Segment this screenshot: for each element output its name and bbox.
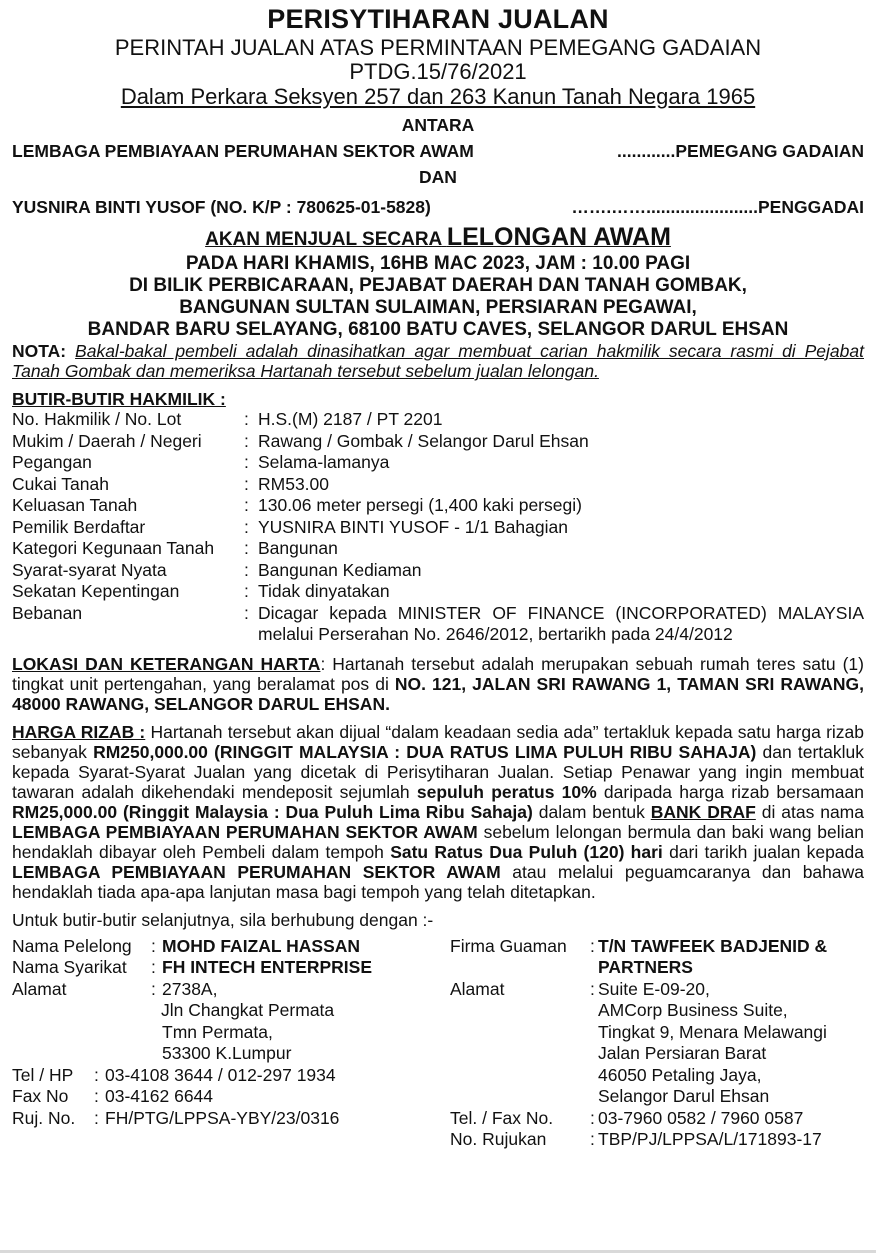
document-subtitle: PERINTAH JUALAN ATAS PERMINTAAN PEMEGANG GADAIAN [114, 35, 762, 60]
reserve-price-paragraph [12, 722, 864, 902]
colon: : [244, 602, 249, 623]
reserve-text-3: daripada harga rizab bersamaan [596, 781, 864, 802]
reserve-text-5: di atas nama [755, 801, 864, 822]
title-detail-row [12, 560, 864, 582]
detail-label: Syarat-syarat Nyata [12, 559, 167, 580]
auction-lead [205, 223, 671, 251]
auction-heading [12, 224, 864, 253]
firm-address [598, 979, 827, 1108]
auctioneer-address-row [12, 979, 450, 1065]
property-address: NO. 121, JALAN SRI RAWANG 1, TAMAN SRI RAWANG, 48000 RAWANG, SELANGOR DARUL EHSAN. [12, 673, 864, 714]
detail-label: Pemilik Berdaftar [12, 516, 146, 537]
firm-tel-row [450, 1108, 864, 1130]
title-detail-row [12, 581, 864, 603]
chargor-line [12, 194, 864, 220]
auctioneer-address [162, 979, 334, 1065]
firm-ref-label: No. Rujukan [450, 1129, 547, 1149]
detail-value: H.S.(M) 2187 / PT 2201 [258, 409, 443, 429]
address-line: Suite E-09-20, [598, 978, 710, 999]
address-line: Tingkat 9, Menara Melawangi [598, 1021, 827, 1042]
colon: : [244, 516, 249, 537]
address-label: Alamat [12, 978, 67, 999]
chargee-name: LEMBAGA PEMBIAYAAN PERUMAHAN SEKTOR AWAM [12, 141, 474, 161]
firm-address-row [450, 979, 864, 1108]
detail-value: RM53.00 [258, 473, 330, 494]
colon: : [244, 452, 249, 472]
address-line: 53300 K.Lumpur [162, 1043, 292, 1063]
detail-value: Dicagar kepada MINISTER OF FINANCE (INCORPORATED) MALAYSIA melalui Perserahan No. 2646/2012, bertarikh pada 24/4/2012 [258, 602, 864, 644]
firm-tel-value: 03-7960 0582 / 7960 0587 [598, 1107, 804, 1128]
detail-label: Cukai Tanah [12, 473, 109, 494]
tel-value: 03-4108 3644 / 012-297 1934 [105, 1064, 336, 1085]
chargee-line [12, 138, 864, 164]
reserve-text-1: Hartanah tersebut akan dijual “dalam keadaan sedia ada” tertakluk kepada satu harga rizab sebanyak [12, 721, 864, 762]
reserve-text-8: atau melalui peguamcaranya dan bahawa hendaklah tiada apa-apa lanjutan masa bagi tempoh yang telah ditetapkan. [12, 861, 864, 902]
auctioneer-ref-row [12, 1108, 450, 1130]
venue-line-2: BANGUNAN SULTAN SULAIMAN, PERSIARAN PEGAWAI, [179, 297, 697, 318]
address-line: Jalan Persiaran Barat [598, 1043, 767, 1063]
auctioneer-row [12, 936, 450, 958]
colon: : [94, 1086, 99, 1106]
colon: : [244, 473, 249, 494]
reserve-heading: HARGA RIZAB : [12, 721, 146, 742]
chargor-role: …….…….......................PENGGADAI [571, 197, 864, 217]
company-row [12, 957, 450, 979]
payee-name: LEMBAGA PEMBIAYAAN PERUMAHAN SEKTOR AWAM [12, 821, 478, 842]
auction-lead-text: AKAN MENJUAL SECARA [205, 229, 442, 250]
detail-label: Kategori Kegunaan Tanah [12, 538, 215, 558]
detail-label: Pegangan [12, 452, 92, 472]
title-detail-row [12, 517, 864, 539]
firm-name [598, 936, 827, 979]
firm-address-label: Alamat [450, 978, 505, 999]
document-reference: PTDG.15/76/2021 [349, 59, 527, 84]
colon: : [590, 1129, 595, 1149]
detail-value: Bangunan Kediaman [258, 559, 422, 580]
venue-line-3: BANDAR BARU SELAYANG, 68100 BATU CAVES, SELANGOR DARUL EHSAN [87, 319, 789, 340]
colon: : [244, 409, 249, 429]
contact-block [12, 936, 864, 1151]
address-line: Tmn Permata, [162, 1021, 273, 1042]
nota-text: Bakal-bakal pembeli adalah dinasihatkan agar membuat carian hakmilik secara rasmi di Pejabat Tanah Gombak dan memeriksa Hartanah tersebut sebelum jualan lelongan. [12, 341, 864, 381]
address-line: 46050 Petaling Jaya, [598, 1064, 762, 1085]
fax-value: 03-4162 6644 [105, 1086, 214, 1106]
firm-ref-row [450, 1129, 864, 1151]
detail-label: Mukim / Daerah / Negeri [12, 430, 202, 451]
address-line: 2738A, [162, 978, 218, 999]
detail-value: Bangunan [258, 538, 338, 558]
reserve-text-6: sebelum lelongan bermula dan baki wang belian hendaklah dibayar oleh Pembeli dalam tempoh [12, 821, 864, 862]
payment-recipient: LEMBAGA PEMBIAYAAN PERUMAHAN SEKTOR AWAM [12, 861, 501, 882]
chargor-name: YUSNIRA BINTI YUSOF (NO. K/P : 780625-01-5828) [12, 197, 431, 217]
and-label: DAN [419, 167, 457, 187]
location-text: : Hartanah tersebut adalah merupakan sebuah rumah teres satu (1) tingkat unit pertengahan, yang beralamat pos di [12, 653, 864, 694]
firm-label: Firma Guaman [450, 935, 567, 956]
colon: : [94, 1107, 99, 1128]
firm-name-line-1: T/N TAWFEEK BADJENID & [598, 935, 828, 956]
title-detail-row [12, 431, 864, 453]
solicitor-column [450, 936, 864, 1151]
colon: : [151, 957, 156, 977]
auction-type: LELONGAN AWAM [446, 223, 671, 251]
title-detail-row [12, 495, 864, 517]
between-label: ANTARA [401, 115, 475, 135]
title-detail-row [12, 603, 864, 646]
nota-paragraph [12, 341, 864, 381]
colon: : [151, 935, 156, 956]
reserve-text-4: dalam bentuk [532, 801, 651, 822]
title-details-table [12, 409, 864, 646]
contact-intro: Untuk butir-butir selanjutnya, sila berhubung dengan :- [12, 909, 434, 930]
colon: : [94, 1064, 99, 1085]
detail-value: YUSNIRA BINTI YUSOF - 1/1 Bahagian [258, 516, 568, 537]
detail-value: Rawang / Gombak / Selangor Darul Ehsan [258, 430, 589, 451]
detail-label: No. Hakmilik / No. Lot [12, 409, 182, 429]
firm-tel-label: Tel. / Fax No. [450, 1107, 554, 1128]
firm-name-line-2: PARTNERS [598, 957, 693, 977]
fax-label: Fax No [12, 1086, 69, 1106]
law-reference: Dalam Perkara Seksyen 257 dan 263 Kanun Tanah Negara 1965 [120, 84, 756, 109]
deposit-amount: RM25,000.00 (Ringgit Malaysia : Dua Puluh Lima Ribu Sahaja) [12, 801, 533, 822]
colon: : [244, 495, 249, 515]
nota-label: NOTA: [12, 341, 67, 361]
detail-label: Sekatan Kepentingan [12, 581, 180, 601]
detail-value: Selama-lamanya [258, 452, 390, 472]
venue-line-1: DI BILIK PERBICARAAN, PEJABAT DAERAH DAN TANAH GOMBAK, [129, 275, 747, 296]
deposit-percent: sepuluh peratus 10% [416, 781, 597, 802]
company-name: FH INTECH ENTERPRISE [162, 957, 373, 977]
title-detail-row [12, 474, 864, 496]
title-details-heading: BUTIR-BUTIR HAKMILIK : [12, 389, 226, 409]
location-paragraph [12, 654, 864, 714]
location-heading: LOKASI DAN KETERANGAN HARTA [12, 653, 321, 674]
detail-label: Bebanan [12, 602, 83, 623]
colon: : [244, 538, 249, 558]
colon: : [151, 978, 156, 999]
firm-ref-value: TBP/PJ/LPPSA/L/171893-17 [598, 1129, 822, 1149]
auctioneer-column [12, 936, 450, 1151]
address-line: AMCorp Business Suite, [598, 1000, 788, 1020]
company-label: Nama Syarikat [12, 957, 127, 977]
tel-label: Tel / HP [12, 1064, 74, 1085]
auctioneer-name: MOHD FAIZAL HASSAN [162, 935, 361, 956]
payment-period: Satu Ratus Dua Puluh (120) hari [390, 841, 663, 862]
colon: : [244, 430, 249, 451]
reserve-price-amount: RM250,000.00 (RINGGIT MALAYSIA : DUA RATUS LIMA PULUH RIBU SAHAJA) [93, 741, 757, 762]
detail-label: Keluasan Tanah [12, 495, 138, 515]
ref-label: Ruj. No. [12, 1107, 76, 1128]
colon: : [590, 935, 595, 956]
reserve-text-2: dan tertakluk kepada Syarat-Syarat Jualan yang dicetak di Perisytiharan Jualan. Setiap Penawar yang ingin membuat tawaran adalah dikehendaki mendeposit sejumlah [12, 741, 865, 802]
detail-value: 130.06 meter persegi (1,400 kaki persegi) [258, 495, 582, 515]
address-line: Jln Changkat Permata [161, 1000, 335, 1020]
reserve-text-7: dari tarikh jualan kepada [662, 841, 865, 862]
title-detail-row [12, 452, 864, 474]
ref-value: FH/PTG/LPPSA-YBY/23/0316 [105, 1107, 340, 1128]
colon: : [590, 978, 595, 999]
auction-date: PADA HARI KHAMIS, 16HB MAC 2023, JAM : 10.00 PAGI [185, 253, 691, 274]
detail-value: Tidak dinyatakan [258, 581, 390, 601]
title-detail-row [12, 538, 864, 560]
tel-row [12, 1065, 450, 1087]
fax-row [12, 1086, 450, 1108]
document-title: PERISYTIHARAN JUALAN [267, 4, 609, 34]
auctioneer-label: Nama Pelelong [12, 935, 132, 956]
bank-draft-label: BANK DRAF [650, 801, 756, 822]
colon: : [244, 581, 249, 601]
sale-proclamation [12, 0, 864, 1151]
address-line: Selangor Darul Ehsan [598, 1086, 770, 1106]
firm-row [450, 936, 864, 979]
colon: : [590, 1107, 595, 1128]
title-detail-row [12, 409, 864, 431]
colon: : [244, 559, 249, 580]
chargee-role: ............PEMEGANG GADAIAN [617, 141, 864, 161]
